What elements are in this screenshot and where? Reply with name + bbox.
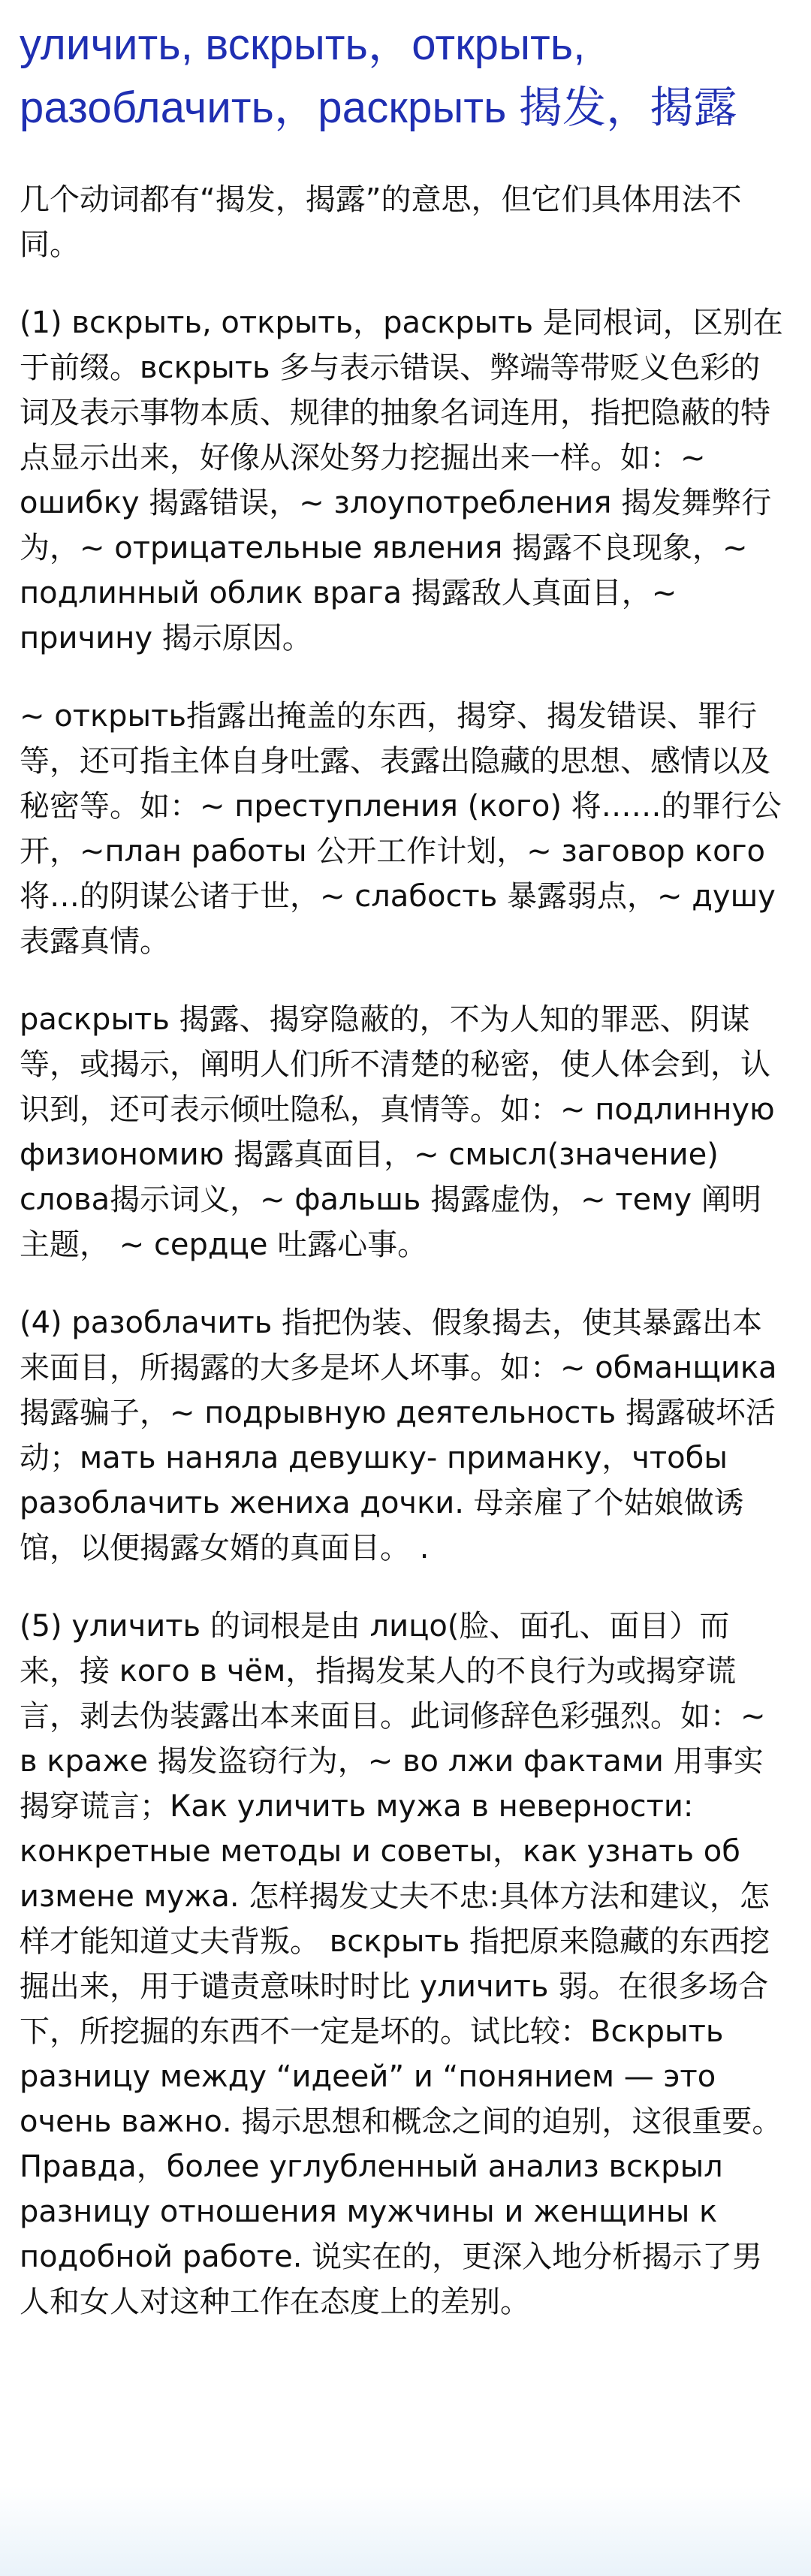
paragraph-spacer [20,1571,788,1604]
paragraph-spacer [20,964,788,997]
paragraph-spacer [20,661,788,694]
intro-paragraph: 几个动词都有“揭发，揭露”的意思，但它们具体用法不同。 [20,182,742,262]
article-title: уличить, вскрыть，открыть, разоблачить，раскрыть 揭发，揭露 [20,20,737,132]
title-spacer [20,140,788,177]
paragraph-razoblachit: (4) разоблачить 指把伪装、假象揭去，使其暴露出本来面目，所揭露的大多是坏人坏事。如：~ обманщика 揭露骗子，~ подрывную деятельность 揭露破坏活动；мать наняла девушку- приманку，чтобы разоблачить жениха дочки. 母亲雇了个姑娘做诱馆，以便揭露女婿的真面目。 . [20,1306,777,1565]
paragraph-spacer [20,1267,788,1300]
paragraph-spacer [20,267,788,300]
paragraph-raskryt: раскрыть 揭露、揭穿隐蔽的，不为人知的罪恶、阴谋等，或揭示，阐明人们所不清楚的秘密，使人体会到，认识到，还可表示倾吐隐私，真情等。如：~ подлинную физиономию 揭露真面目，~ смысл(значение) слова揭示词义，~ фальшь 揭露虚伪，~ тему 阐明主题， ~ сердце 吐露心事。 [20,1002,775,1262]
paragraph-vskryt: (1) вскрыть, открыть，раскрыть 是同根词，区别在于前缀。вскрыть 多与表示错误、弊端等带贬义色彩的词及表示事物本质、规律的抽象名词连用，指把隐蔽的特点显示出来，好像从深处努力挖掘出来一样。如：~ ошибку 揭露错误，~ злоупотребления 揭发舞弊行为，~ отрицательные явления 揭露不良现象，~ подлинный облик врага 揭露敌人真面目，~ причину 揭示原因。 [20,306,783,655]
paragraph-ulichit: (5) уличить 的词根是由 лицо(脸、面孔、面目）而来，接 кого в чём，指揭发某人的不良行为或揭穿谎言，剥去伪装露出本来面目。此词修辞色彩强烈。如：~ в краже 揭发盗窃行为，~ во лжи фактами 用事实揭穿谎言；Как уличить мужа в неверности: конкретные методы и советы，как узнать об измене мужа. 怎样揭发丈夫不忠:具体方法和建议，怎样才能知道丈夫背叛。 вскрыть 指把原来隐藏的东西挖掘出来，用于谴责意味时时比 уличить 弱。在很多场合下，所挖掘的东西不一定是坏的。试比较：Вскрыть разницу между “идеей” и “понянием — это очень важно. 揭示思想和概念之间的迫别，这很重要。Правда，более углубленный анализ вскрыл разницу отношения мужчины и женщины к подобной работе. 说实在的，更深入地分析揭示了男人和女人对这种工作在态度上的差别。 [20,1609,782,2319]
paragraph-otkryt: ~ открыть指露出掩盖的东西，揭穿、揭发错误、罪行等，还可指主体自身吐露、表露出隐藏的思想、感情以及秘密等。如：~ преступления (кого) 将……的罪行公开，~план работы 公开工作计划，~ заговор кого 将…的阴谋公诸于世，~ слабость 暴露弱点，~ душу 表露真情。 [20,699,782,959]
